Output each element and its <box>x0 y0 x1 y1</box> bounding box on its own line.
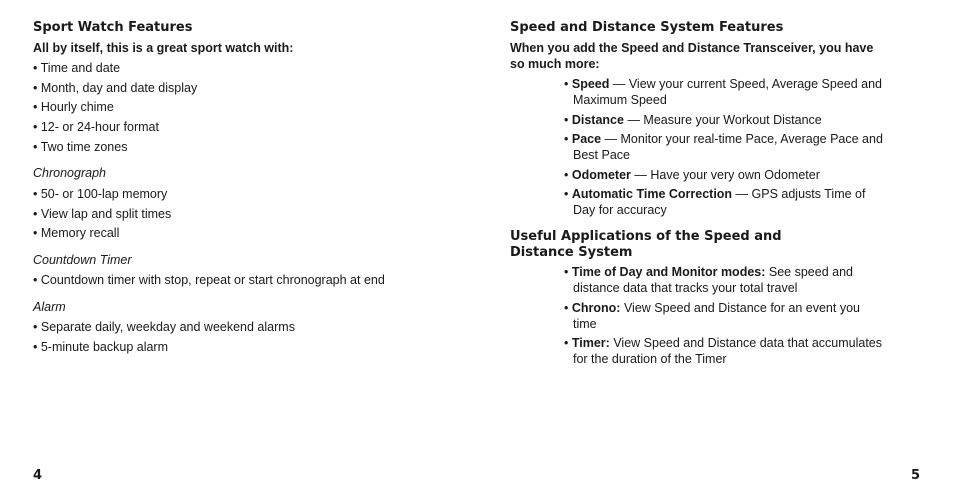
countdown-timer-subheading: Countdown Timer <box>33 253 132 267</box>
list-item: • View lap and split times <box>33 206 172 221</box>
applications-list <box>564 264 884 371</box>
list-item: • 5-minute backup alarm <box>33 339 169 354</box>
list-item: • Pace — Monitor your real-time Pace, Average Pace and Best Pace <box>564 132 883 162</box>
list-item: • Distance — Measure your Workout Distance <box>564 112 822 127</box>
right-page <box>510 0 921 495</box>
chronograph-subheading: Chronograph <box>33 166 106 180</box>
page-number-right: 5 <box>911 468 921 483</box>
list-item: • Speed — View your current Speed, Average Speed and Maximum Speed <box>564 77 883 107</box>
list-item: • Odometer — Have your very own Odometer <box>564 167 820 182</box>
speed-distance-feature-list <box>564 76 884 222</box>
basic-features-list <box>33 60 197 158</box>
useful-applications-heading: Useful Applications of the Speed and Distance System <box>510 229 782 260</box>
list-item: • Month, day and date display <box>33 80 198 95</box>
speed-distance-intro: When you add the Speed and Distance Transceiver, you have so much more: <box>510 41 874 71</box>
list-item: • Hourly chime <box>33 100 114 115</box>
list-item: • 12- or 24-hour format <box>33 120 159 135</box>
list-item: • Chrono: View Speed and Distance for an event you time <box>564 300 860 331</box>
left-page <box>33 0 453 495</box>
speed-distance-features-heading: Speed and Distance System Features <box>510 20 784 35</box>
page-number-left: 4 <box>33 468 43 483</box>
countdown-list <box>33 272 385 292</box>
chronograph-list <box>33 186 171 245</box>
list-item: • Timer: View Speed and Distance data that accumulates for the duration of the Timer <box>564 336 883 366</box>
list-item: • Time of Day and Monitor modes: See speed and distance data that tracks your total travel <box>564 265 853 295</box>
sport-watch-intro: All by itself, this is a great sport watch with: <box>33 41 294 55</box>
sport-watch-features-heading: Sport Watch Features <box>33 20 193 35</box>
list-item: • Automatic Time Correction — GPS adjusts Time of Day for accuracy <box>564 187 866 217</box>
alarm-list <box>33 319 295 358</box>
alarm-subheading: Alarm <box>33 300 66 314</box>
list-item: • Two time zones <box>33 139 128 154</box>
list-item: • Time and date <box>33 61 121 75</box>
list-item: • Memory recall <box>33 226 120 241</box>
list-item: • Countdown timer with stop, repeat or start chronograph at end <box>33 273 385 287</box>
list-item: • 50- or 100-lap memory <box>33 187 168 201</box>
list-item: • Separate daily, weekday and weekend alarms <box>33 320 295 334</box>
